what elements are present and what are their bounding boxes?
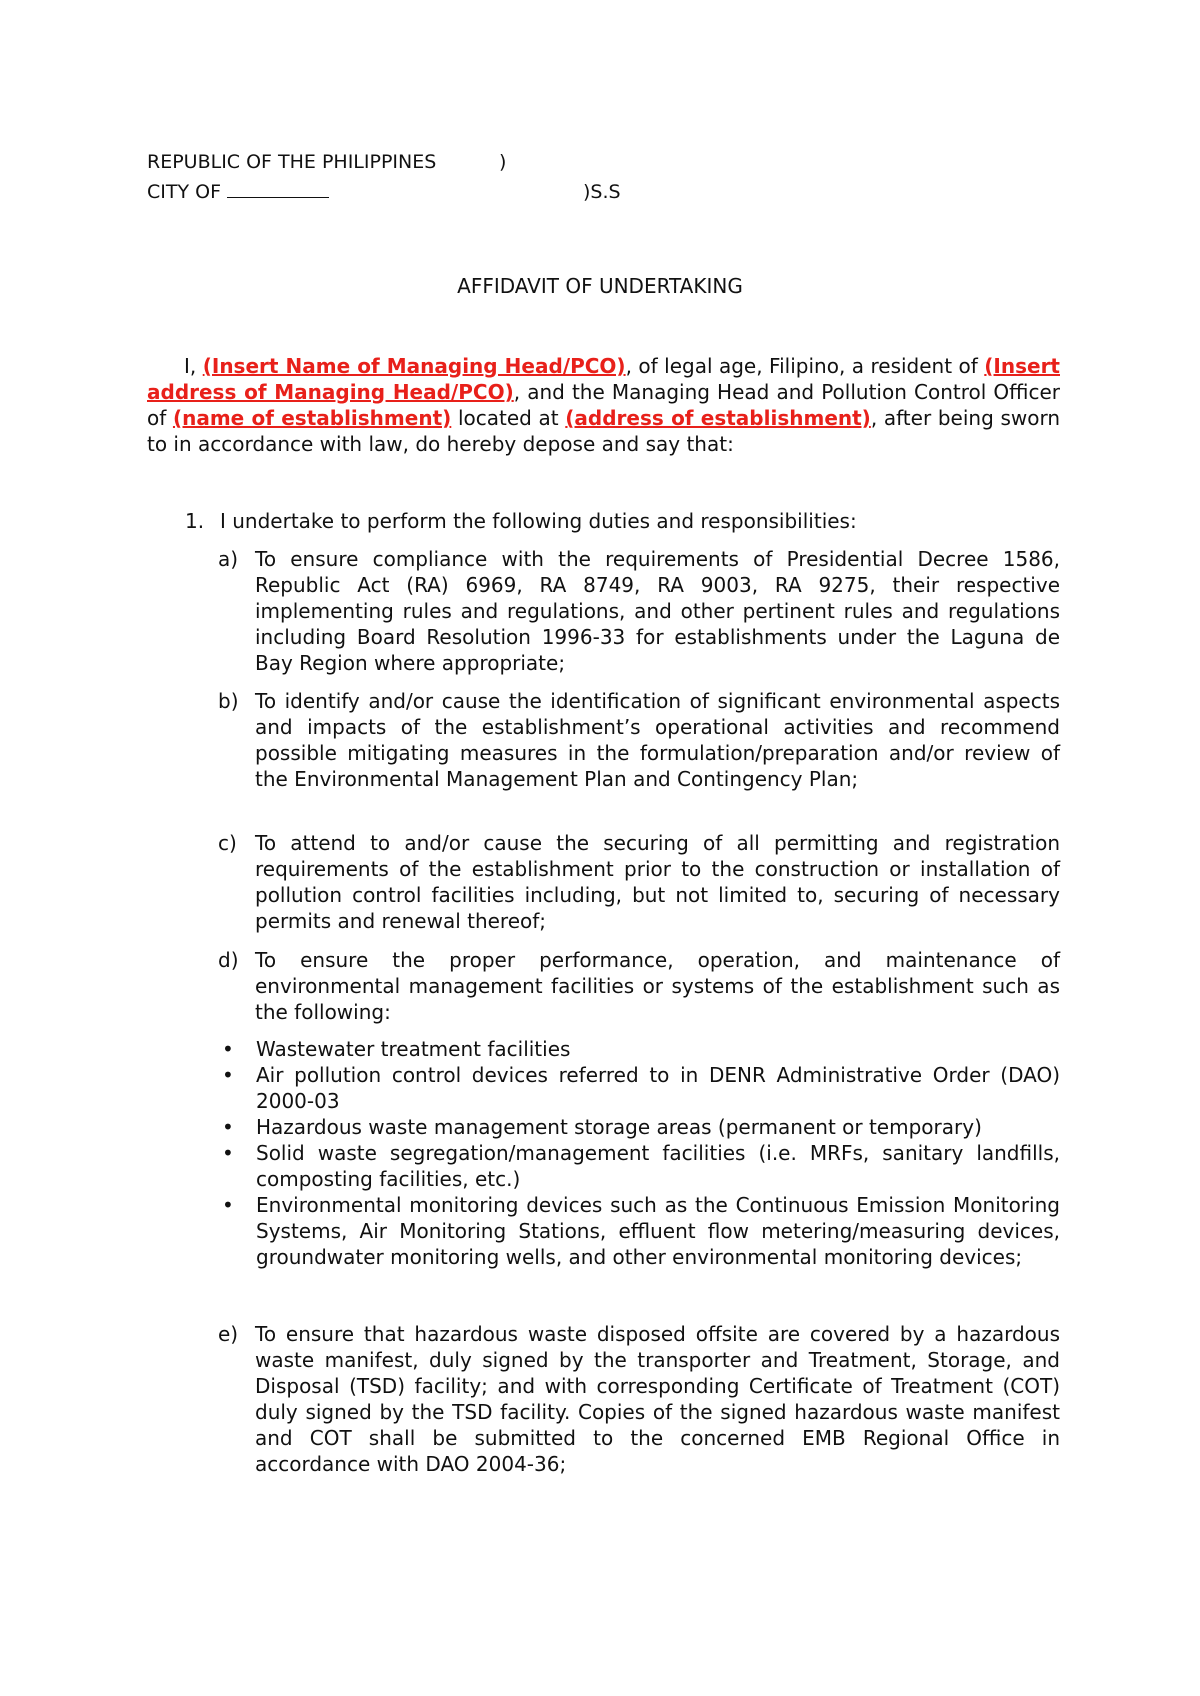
duty-c	[218, 830, 1060, 934]
duty-label: a)	[218, 547, 239, 571]
bullet-text: Solid waste segregation/management facilities (i.e. MRFs, sanitary landfills, composting facilities, etc.)	[256, 1141, 1060, 1191]
bullet-item	[218, 1062, 1060, 1114]
intro-text-2: , of legal age, Filipino, a resident of	[625, 354, 985, 378]
duty-text: To ensure compliance with the requirements of Presidential Decree 1586, Republic Act (RA) 6969, RA 8749, RA 9003, RA 9275, their respective implementing rules and regulations, and other pertinent rules and regulations including Board Resolution 1996-33 for establishments under the Laguna de Bay Region where appropriate;	[255, 547, 1060, 675]
bullet-icon: •	[222, 1063, 234, 1087]
bullet-icon: •	[222, 1141, 234, 1165]
intro-text-4: located at	[451, 406, 566, 430]
duty-b	[218, 688, 1060, 792]
venue-republic-line	[147, 147, 507, 177]
intro-paragraph	[147, 353, 1060, 457]
managing-head-address-placeholder: (Insert address of Managing Head/PCO)	[147, 354, 1060, 404]
item-text: I undertake to perform the following duties and responsibilities:	[220, 509, 857, 533]
bullet-icon: •	[222, 1037, 234, 1061]
duty-text: To ensure that hazardous waste disposed offsite are covered by a hazardous waste manifest, duly signed by the transporter and Treatment, Storage, and Disposal (TSD) facility; and with corresponding Certificate of Treatment (COT) duly signed by the TSD facility. Copies of the signed hazardous waste manifest and COT shall be submitted to the concerned EMB Regional Office in accordance with DAO 2004-36;	[255, 1322, 1060, 1476]
venue-ss: )S.S	[583, 181, 621, 203]
duty-text: To identify and/or cause the identification of significant environmental aspects and impacts of the establishment’s operational activities and recommend possible mitigating measures in the formulation/preparation and/or review of the Environmental Management Plan and Contingency Plan;	[255, 689, 1060, 791]
bullet-text: Hazardous waste management storage areas (permanent or temporary)	[256, 1115, 982, 1139]
document-title: AFFIDAVIT OF UNDERTAKING	[457, 274, 743, 298]
venue-city-line	[147, 177, 621, 207]
intro-text-5: , after being sworn to in accordance with law, do hereby depose and say that:	[147, 406, 1061, 456]
bullet-icon: •	[222, 1115, 234, 1139]
venue-republic: REPUBLIC OF THE PHILIPPINES	[147, 151, 437, 173]
bullet-item	[218, 1192, 1060, 1270]
duty-d	[218, 947, 1060, 1270]
duty-e	[218, 1321, 1060, 1477]
duty-label: d)	[218, 948, 239, 972]
managing-head-name-placeholder: (Insert Name of Managing Head/PCO)	[202, 354, 626, 378]
bullet-item	[218, 1036, 1060, 1062]
bullet-text: Air pollution control devices referred to in DENR Administrative Order (DAO) 2000-03	[256, 1063, 1060, 1113]
city-blank-line	[227, 179, 329, 198]
duty-a	[218, 546, 1060, 676]
venue-paren: )	[499, 151, 507, 173]
bullet-item	[218, 1114, 1060, 1140]
venue-block	[147, 147, 621, 207]
duty-text: To attend to and/or cause the securing of all permitting and registration requirements of the establishment prior to the construction or installation of pollution control facilities including, but not limited to, securing of necessary permits and renewal thereof;	[255, 831, 1060, 933]
item-number: 1.	[185, 509, 205, 533]
bullet-text: Wastewater treatment facilities	[256, 1037, 571, 1061]
venue-city-label: CITY OF	[147, 181, 222, 203]
duty-text: To ensure the proper performance, operation, and maintenance of environmental management facilities or systems of the establishment such as the following:	[255, 948, 1060, 1024]
establishment-name-placeholder: (name of establishment)	[172, 406, 452, 430]
establishment-address-placeholder: (address of establishment)	[565, 406, 871, 430]
duty-label: e)	[218, 1322, 239, 1346]
bullet-text: Environmental monitoring devices such as the Continuous Emission Monitoring Systems, Air Monitoring Stations, effluent flow metering/measuring devices, groundwater monitoring wells, and other environmental monitoring devices;	[256, 1193, 1060, 1269]
intro-text-1: I,	[184, 354, 203, 378]
facility-bullet-list	[218, 1036, 1060, 1270]
intro-text-3: , and the Managing Head and Pollution Control Officer of	[147, 380, 1061, 430]
duty-label: c)	[218, 831, 237, 855]
bullet-icon: •	[222, 1193, 234, 1217]
bullet-item	[218, 1140, 1060, 1192]
duty-label: b)	[218, 689, 239, 713]
